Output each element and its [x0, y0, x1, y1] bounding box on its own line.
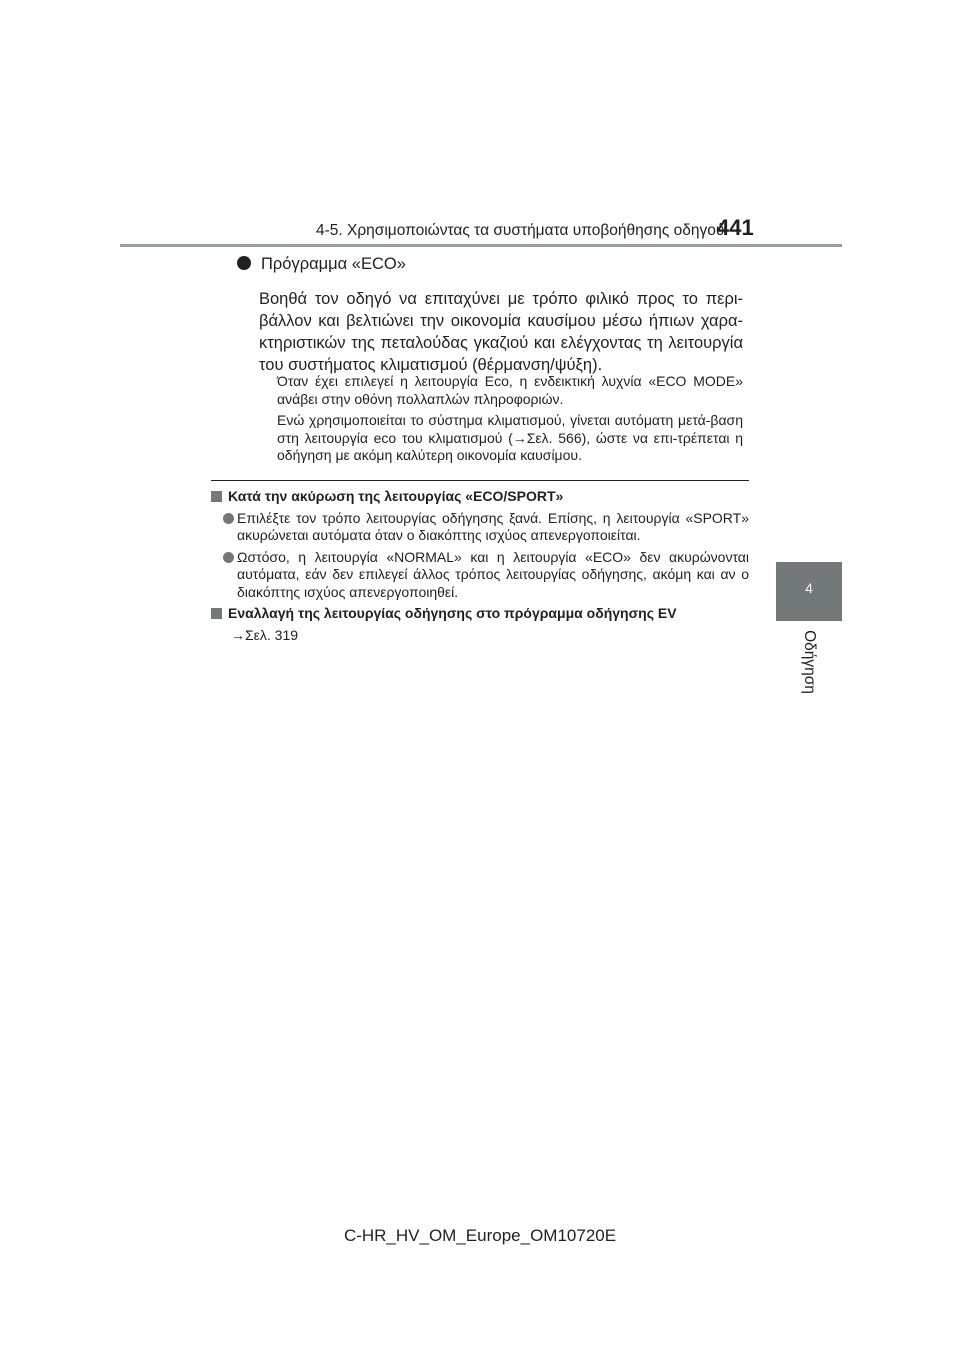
page-number: 441 [717, 215, 754, 240]
square-bullet-icon [211, 608, 222, 619]
chapter-label: Οδήγηση [801, 630, 818, 694]
list-item [223, 549, 749, 602]
list-item [223, 510, 749, 545]
list-item-text: Ωστόσο, η λειτουργία «NORMAL» και η λειτουργία «ECO» δεν ακυρώνονται αυτόματα, εάν δεν επιλεγεί άλλος τρόπος λειτουργίας οδήγησης, ακόμη και αν ο διακόπτης ισχύος απενεργοποιηθεί. [237, 548, 749, 600]
note-item: Ενώ χρησιμοποιείται το σύστημα κλιματισμού, γίνεται αυτόματη μετά-βαση στη λειτουργία eco του κλιματισμού (→Σελ. 566), ώστε να επι-τρέπεται η οδήγηση με ακόμη καλύτερη οικονομία καυσίμου. [277, 412, 743, 463]
info-section [211, 488, 749, 644]
ev-heading [211, 605, 749, 623]
footer-doc-id: C-HR_HV_OM_Europe_OM10720E [343, 1226, 617, 1245]
bullet-icon [223, 513, 234, 524]
square-bullet-icon [211, 491, 222, 502]
ev-heading-text: Εναλλαγή της λειτουργίας οδήγησης στο πρόγραμμα οδήγησης EV [228, 605, 677, 621]
header-rule [120, 244, 842, 247]
bullet-icon [237, 256, 251, 270]
mode-title [237, 255, 406, 274]
bullet-icon [223, 552, 234, 563]
cancel-heading [211, 488, 749, 506]
cancel-heading-text: Κατά την ακύρωση της λειτουργίας «ECO/SPORT» [228, 488, 564, 504]
mode-title-text: Πρόγραμμα «ECO» [261, 255, 406, 273]
section-divider [211, 480, 749, 481]
chapter-number: 4 [805, 580, 813, 596]
section-title: 4-5. Χρησιμοποιώντας τα συστήματα υποβοήθησης οδηγού [316, 222, 725, 239]
mode-description: Βοηθά τον οδηγό να επιταχύνει με τρόπο φιλικό προς το περι-βάλλον και βελτιώνει την οικονομία καυσίμου μέσω ήπιων χαρα-κτηριστικών της πεταλούδας γκαζιού και ελέγχοντας τη λειτουργία του συστήματος κλιματισμού (θέρμανση/ψύξη). [259, 290, 743, 374]
chapter-tab[interactable] [776, 562, 842, 621]
page-reference-link[interactable]: →Σελ. 319 [231, 626, 299, 643]
list-item-text: Επιλέξτε τον τρόπο λειτουργίας οδήγησης ξανά. Επίσης, η λειτουργία «SPORT» ακυρώνεται αυτόματα όταν ο διακόπτης ισχύος απενεργοποιείται. [237, 509, 749, 543]
page-header [0, 0, 960, 280]
note-item: Όταν έχει επιλεγεί η λειτουργία Eco, η ενδεικτική λυχνία «ECO MODE» ανάβει στην οθόνη πολλαπλών πληροφοριών. [277, 373, 743, 407]
mode-notes [277, 373, 743, 469]
